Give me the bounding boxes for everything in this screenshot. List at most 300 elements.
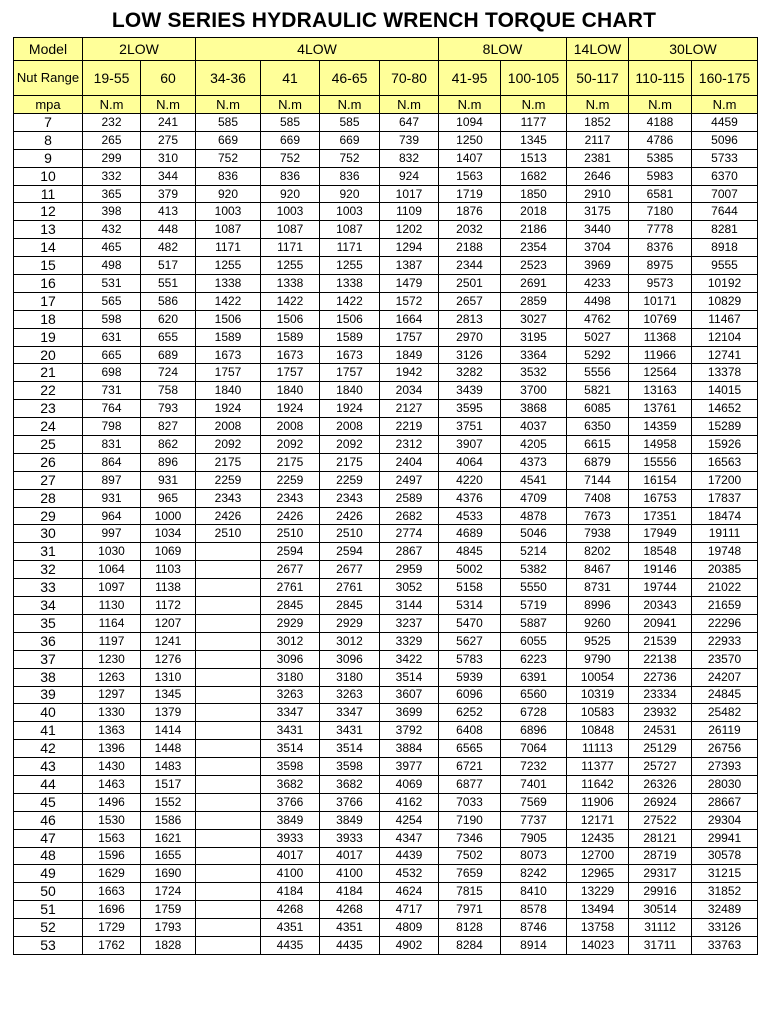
unit-cell: N.m bbox=[629, 96, 692, 114]
torque-cell: 1840 bbox=[196, 382, 261, 400]
table-row bbox=[14, 149, 758, 167]
torque-cell: 4017 bbox=[320, 847, 380, 865]
torque-cell: 1379 bbox=[141, 704, 196, 722]
pressure-cell: 53 bbox=[14, 936, 83, 954]
torque-cell: 1069 bbox=[141, 543, 196, 561]
torque-cell: 8073 bbox=[501, 847, 567, 865]
table-body bbox=[14, 114, 758, 955]
torque-cell: 2510 bbox=[261, 525, 320, 543]
torque-cell: 3329 bbox=[380, 632, 439, 650]
torque-cell: 12741 bbox=[692, 346, 758, 364]
torque-cell: 3849 bbox=[261, 811, 320, 829]
torque-cell: 920 bbox=[196, 185, 261, 203]
torque-cell: 17351 bbox=[629, 507, 692, 525]
torque-cell: 17837 bbox=[692, 489, 758, 507]
torque-cell: 18474 bbox=[692, 507, 758, 525]
torque-cell: 14023 bbox=[567, 936, 629, 954]
torque-cell: 413 bbox=[141, 203, 196, 221]
table-row bbox=[14, 310, 758, 328]
torque-cell: 15289 bbox=[692, 418, 758, 436]
table-row bbox=[14, 847, 758, 865]
torque-cell: 6581 bbox=[629, 185, 692, 203]
torque-cell: 4689 bbox=[439, 525, 501, 543]
torque-cell: 964 bbox=[83, 507, 141, 525]
torque-cell: 2343 bbox=[261, 489, 320, 507]
nut-range-cell: 70-80 bbox=[380, 61, 439, 96]
torque-cell: 924 bbox=[380, 167, 439, 185]
torque-cell: 3096 bbox=[261, 650, 320, 668]
torque-cell: 1164 bbox=[83, 614, 141, 632]
torque-cell: 13761 bbox=[629, 400, 692, 418]
torque-cell: 758 bbox=[141, 382, 196, 400]
torque-cell: 1310 bbox=[141, 668, 196, 686]
torque-cell: 398 bbox=[83, 203, 141, 221]
unit-cell: N.m bbox=[567, 96, 629, 114]
pressure-cell: 12 bbox=[14, 203, 83, 221]
torque-cell: 1572 bbox=[380, 292, 439, 310]
torque-cell: 21659 bbox=[692, 597, 758, 615]
pressure-cell: 28 bbox=[14, 489, 83, 507]
model-row bbox=[14, 38, 758, 61]
torque-cell: 5382 bbox=[501, 561, 567, 579]
torque-cell: 22736 bbox=[629, 668, 692, 686]
torque-cell: 2589 bbox=[380, 489, 439, 507]
torque-cell: 586 bbox=[141, 292, 196, 310]
torque-cell: 19744 bbox=[629, 579, 692, 597]
torque-cell: 7971 bbox=[439, 901, 501, 919]
torque-cell: 379 bbox=[141, 185, 196, 203]
torque-cell bbox=[196, 847, 261, 865]
torque-cell: 2426 bbox=[261, 507, 320, 525]
pressure-cell: 23 bbox=[14, 400, 83, 418]
torque-cell: 2523 bbox=[501, 257, 567, 275]
torque-cell: 4037 bbox=[501, 418, 567, 436]
torque-cell: 764 bbox=[83, 400, 141, 418]
torque-cell: 310 bbox=[141, 149, 196, 167]
torque-cell: 3514 bbox=[380, 668, 439, 686]
torque-cell: 3096 bbox=[320, 650, 380, 668]
torque-cell: 2677 bbox=[261, 561, 320, 579]
model-header-8low: 8LOW bbox=[439, 38, 567, 61]
torque-cell: 498 bbox=[83, 257, 141, 275]
torque-cell: 4184 bbox=[320, 883, 380, 901]
torque-cell: 11467 bbox=[692, 310, 758, 328]
torque-cell: 798 bbox=[83, 418, 141, 436]
torque-cell: 2761 bbox=[261, 579, 320, 597]
torque-cell: 17949 bbox=[629, 525, 692, 543]
torque-cell: 2970 bbox=[439, 328, 501, 346]
torque-cell: 2657 bbox=[439, 292, 501, 310]
pressure-cell: 27 bbox=[14, 471, 83, 489]
torque-cell: 1202 bbox=[380, 221, 439, 239]
torque-table bbox=[13, 37, 758, 955]
torque-cell: 2175 bbox=[261, 453, 320, 471]
torque-cell: 1663 bbox=[83, 883, 141, 901]
torque-cell: 631 bbox=[83, 328, 141, 346]
torque-cell: 1552 bbox=[141, 793, 196, 811]
torque-cell: 3422 bbox=[380, 650, 439, 668]
pressure-cell: 20 bbox=[14, 346, 83, 364]
torque-cell: 27522 bbox=[629, 811, 692, 829]
torque-cell: 831 bbox=[83, 436, 141, 454]
nut-range-row bbox=[14, 61, 758, 96]
torque-cell: 20385 bbox=[692, 561, 758, 579]
torque-cell: 1422 bbox=[320, 292, 380, 310]
torque-cell: 16563 bbox=[692, 453, 758, 471]
torque-cell: 836 bbox=[196, 167, 261, 185]
torque-cell: 3175 bbox=[567, 203, 629, 221]
torque-cell: 1596 bbox=[83, 847, 141, 865]
pressure-cell: 19 bbox=[14, 328, 83, 346]
torque-cell: 6879 bbox=[567, 453, 629, 471]
table-row bbox=[14, 167, 758, 185]
model-label: Model bbox=[14, 38, 83, 61]
torque-cell: 931 bbox=[83, 489, 141, 507]
table-row bbox=[14, 221, 758, 239]
torque-cell: 1876 bbox=[439, 203, 501, 221]
torque-cell: 655 bbox=[141, 328, 196, 346]
torque-cell: 21022 bbox=[692, 579, 758, 597]
table-row bbox=[14, 740, 758, 758]
torque-cell: 26326 bbox=[629, 775, 692, 793]
torque-cell: 1171 bbox=[261, 239, 320, 257]
torque-cell: 2845 bbox=[320, 597, 380, 615]
torque-cell: 3180 bbox=[261, 668, 320, 686]
torque-cell: 862 bbox=[141, 436, 196, 454]
torque-cell: 3682 bbox=[320, 775, 380, 793]
pressure-cell: 44 bbox=[14, 775, 83, 793]
torque-cell: 7346 bbox=[439, 829, 501, 847]
torque-cell: 4498 bbox=[567, 292, 629, 310]
torque-cell: 1655 bbox=[141, 847, 196, 865]
unit-cell: N.m bbox=[380, 96, 439, 114]
table-row bbox=[14, 114, 758, 132]
torque-cell: 4845 bbox=[439, 543, 501, 561]
torque-cell: 2175 bbox=[320, 453, 380, 471]
torque-cell: 3977 bbox=[380, 758, 439, 776]
table-row bbox=[14, 579, 758, 597]
torque-cell: 19748 bbox=[692, 543, 758, 561]
torque-cell: 25482 bbox=[692, 704, 758, 722]
pressure-cell: 9 bbox=[14, 149, 83, 167]
table-row bbox=[14, 775, 758, 793]
table-row bbox=[14, 131, 758, 149]
torque-cell: 13229 bbox=[567, 883, 629, 901]
pressure-cell: 32 bbox=[14, 561, 83, 579]
torque-cell: 1138 bbox=[141, 579, 196, 597]
torque-cell: 5292 bbox=[567, 346, 629, 364]
torque-cell: 29916 bbox=[629, 883, 692, 901]
torque-cell: 4902 bbox=[380, 936, 439, 954]
table-header bbox=[14, 38, 758, 114]
torque-cell: 4351 bbox=[320, 919, 380, 937]
torque-cell: 2510 bbox=[196, 525, 261, 543]
torque-cell: 23334 bbox=[629, 686, 692, 704]
torque-cell: 2929 bbox=[320, 614, 380, 632]
torque-cell: 11642 bbox=[567, 775, 629, 793]
torque-cell: 3766 bbox=[320, 793, 380, 811]
table-row bbox=[14, 722, 758, 740]
torque-cell: 2501 bbox=[439, 275, 501, 293]
torque-cell: 1840 bbox=[261, 382, 320, 400]
torque-cell: 4541 bbox=[501, 471, 567, 489]
torque-cell: 6085 bbox=[567, 400, 629, 418]
unit-cell: N.m bbox=[261, 96, 320, 114]
torque-cell: 1097 bbox=[83, 579, 141, 597]
torque-cell: 5214 bbox=[501, 543, 567, 561]
model-header-14low: 14LOW bbox=[567, 38, 629, 61]
torque-cell: 5887 bbox=[501, 614, 567, 632]
torque-cell: 13758 bbox=[567, 919, 629, 937]
torque-cell: 2426 bbox=[196, 507, 261, 525]
torque-cell: 3595 bbox=[439, 400, 501, 418]
pressure-cell: 39 bbox=[14, 686, 83, 704]
pressure-cell: 46 bbox=[14, 811, 83, 829]
torque-cell: 13378 bbox=[692, 364, 758, 382]
nut-range-cell: 110-115 bbox=[629, 61, 692, 96]
torque-cell: 1294 bbox=[380, 239, 439, 257]
torque-cell: 1757 bbox=[380, 328, 439, 346]
torque-cell: 1719 bbox=[439, 185, 501, 203]
torque-cell: 9525 bbox=[567, 632, 629, 650]
torque-cell: 4373 bbox=[501, 453, 567, 471]
torque-cell: 6096 bbox=[439, 686, 501, 704]
pressure-cell: 34 bbox=[14, 597, 83, 615]
torque-cell: 14359 bbox=[629, 418, 692, 436]
torque-cell: 1483 bbox=[141, 758, 196, 776]
torque-cell: 517 bbox=[141, 257, 196, 275]
pressure-cell: 43 bbox=[14, 758, 83, 776]
pressure-cell: 49 bbox=[14, 865, 83, 883]
torque-cell: 1177 bbox=[501, 114, 567, 132]
torque-cell: 1087 bbox=[320, 221, 380, 239]
unit-cell: N.m bbox=[692, 96, 758, 114]
torque-cell: 3766 bbox=[261, 793, 320, 811]
torque-cell: 2381 bbox=[567, 149, 629, 167]
torque-cell: 7659 bbox=[439, 865, 501, 883]
table-row bbox=[14, 632, 758, 650]
torque-cell: 1000 bbox=[141, 507, 196, 525]
torque-cell: 4717 bbox=[380, 901, 439, 919]
torque-cell: 752 bbox=[261, 149, 320, 167]
torque-cell: 4069 bbox=[380, 775, 439, 793]
nut-range-cell: 19-55 bbox=[83, 61, 141, 96]
torque-cell: 12104 bbox=[692, 328, 758, 346]
torque-cell: 752 bbox=[196, 149, 261, 167]
torque-cell: 12171 bbox=[567, 811, 629, 829]
torque-cell: 1430 bbox=[83, 758, 141, 776]
torque-cell: 4762 bbox=[567, 310, 629, 328]
torque-cell: 6615 bbox=[567, 436, 629, 454]
torque-cell: 4809 bbox=[380, 919, 439, 937]
torque-cell: 1506 bbox=[196, 310, 261, 328]
pressure-cell: 26 bbox=[14, 453, 83, 471]
torque-cell: 1255 bbox=[261, 257, 320, 275]
torque-cell: 2682 bbox=[380, 507, 439, 525]
pressure-cell: 47 bbox=[14, 829, 83, 847]
torque-cell: 1338 bbox=[320, 275, 380, 293]
torque-cell: 1924 bbox=[320, 400, 380, 418]
torque-cell bbox=[196, 597, 261, 615]
torque-cell: 4220 bbox=[439, 471, 501, 489]
torque-cell: 669 bbox=[261, 131, 320, 149]
torque-cell: 4162 bbox=[380, 793, 439, 811]
torque-cell bbox=[196, 901, 261, 919]
torque-cell: 3598 bbox=[261, 758, 320, 776]
table-row bbox=[14, 829, 758, 847]
torque-cell bbox=[196, 936, 261, 954]
torque-cell: 5983 bbox=[629, 167, 692, 185]
torque-cell: 3195 bbox=[501, 328, 567, 346]
torque-cell: 7064 bbox=[501, 740, 567, 758]
torque-cell: 5385 bbox=[629, 149, 692, 167]
table-row bbox=[14, 919, 758, 937]
torque-cell: 1530 bbox=[83, 811, 141, 829]
torque-cell: 3012 bbox=[261, 632, 320, 650]
torque-cell: 12700 bbox=[567, 847, 629, 865]
torque-cell: 29941 bbox=[692, 829, 758, 847]
pressure-cell: 48 bbox=[14, 847, 83, 865]
unit-cell: N.m bbox=[501, 96, 567, 114]
torque-cell: 7644 bbox=[692, 203, 758, 221]
torque-cell: 7905 bbox=[501, 829, 567, 847]
torque-cell: 2929 bbox=[261, 614, 320, 632]
torque-cell: 2910 bbox=[567, 185, 629, 203]
torque-cell: 836 bbox=[261, 167, 320, 185]
torque-cell: 1448 bbox=[141, 740, 196, 758]
torque-cell: 1003 bbox=[320, 203, 380, 221]
torque-cell: 7408 bbox=[567, 489, 629, 507]
nut-range-cell: 41-95 bbox=[439, 61, 501, 96]
torque-cell: 1387 bbox=[380, 257, 439, 275]
torque-cell: 669 bbox=[196, 131, 261, 149]
torque-cell: 3514 bbox=[320, 740, 380, 758]
torque-cell bbox=[196, 758, 261, 776]
torque-cell: 7232 bbox=[501, 758, 567, 776]
table-row bbox=[14, 543, 758, 561]
table-row bbox=[14, 436, 758, 454]
torque-cell: 2344 bbox=[439, 257, 501, 275]
torque-cell: 4459 bbox=[692, 114, 758, 132]
torque-cell: 2677 bbox=[320, 561, 380, 579]
torque-cell: 7737 bbox=[501, 811, 567, 829]
torque-cell: 2092 bbox=[320, 436, 380, 454]
torque-cell: 3263 bbox=[320, 686, 380, 704]
torque-cell: 275 bbox=[141, 131, 196, 149]
torque-cell: 344 bbox=[141, 167, 196, 185]
pressure-cell: 11 bbox=[14, 185, 83, 203]
torque-cell: 232 bbox=[83, 114, 141, 132]
torque-cell: 2761 bbox=[320, 579, 380, 597]
torque-cell: 4878 bbox=[501, 507, 567, 525]
torque-cell: 11368 bbox=[629, 328, 692, 346]
pressure-cell: 7 bbox=[14, 114, 83, 132]
unit-cell: N.m bbox=[141, 96, 196, 114]
torque-cell: 4533 bbox=[439, 507, 501, 525]
torque-cell bbox=[196, 829, 261, 847]
torque-cell: 698 bbox=[83, 364, 141, 382]
torque-cell bbox=[196, 668, 261, 686]
torque-cell: 3907 bbox=[439, 436, 501, 454]
torque-cell: 2845 bbox=[261, 597, 320, 615]
torque-cell: 14652 bbox=[692, 400, 758, 418]
torque-cell: 7778 bbox=[629, 221, 692, 239]
torque-cell: 793 bbox=[141, 400, 196, 418]
nut-range-cell: 60 bbox=[141, 61, 196, 96]
torque-cell: 1629 bbox=[83, 865, 141, 883]
table-row bbox=[14, 793, 758, 811]
pressure-cell: 35 bbox=[14, 614, 83, 632]
torque-cell: 3532 bbox=[501, 364, 567, 382]
torque-cell: 3933 bbox=[261, 829, 320, 847]
torque-cell: 6408 bbox=[439, 722, 501, 740]
torque-cell: 2259 bbox=[320, 471, 380, 489]
torque-cell: 4233 bbox=[567, 275, 629, 293]
table-row bbox=[14, 686, 758, 704]
torque-cell: 5939 bbox=[439, 668, 501, 686]
torque-cell: 1589 bbox=[196, 328, 261, 346]
table-row bbox=[14, 758, 758, 776]
pressure-cell: 13 bbox=[14, 221, 83, 239]
torque-cell: 920 bbox=[261, 185, 320, 203]
torque-cell: 1087 bbox=[261, 221, 320, 239]
torque-cell: 620 bbox=[141, 310, 196, 328]
torque-cell: 8746 bbox=[501, 919, 567, 937]
torque-cell: 7502 bbox=[439, 847, 501, 865]
torque-cell: 1171 bbox=[320, 239, 380, 257]
torque-cell: 3237 bbox=[380, 614, 439, 632]
torque-cell: 5027 bbox=[567, 328, 629, 346]
torque-cell: 6721 bbox=[439, 758, 501, 776]
nut-range-label: Nut Range bbox=[14, 61, 83, 96]
torque-cell: 897 bbox=[83, 471, 141, 489]
torque-cell: 7401 bbox=[501, 775, 567, 793]
table-row bbox=[14, 185, 758, 203]
torque-cell: 1762 bbox=[83, 936, 141, 954]
torque-cell: 16154 bbox=[629, 471, 692, 489]
torque-cell: 2774 bbox=[380, 525, 439, 543]
pressure-cell: 14 bbox=[14, 239, 83, 257]
torque-cell: 3704 bbox=[567, 239, 629, 257]
torque-cell: 3027 bbox=[501, 310, 567, 328]
torque-cell: 2008 bbox=[320, 418, 380, 436]
torque-cell: 1757 bbox=[196, 364, 261, 382]
torque-cell: 14015 bbox=[692, 382, 758, 400]
torque-cell: 3751 bbox=[439, 418, 501, 436]
pressure-cell: 22 bbox=[14, 382, 83, 400]
torque-cell: 6877 bbox=[439, 775, 501, 793]
torque-cell: 7938 bbox=[567, 525, 629, 543]
pressure-cell: 36 bbox=[14, 632, 83, 650]
torque-cell: 4188 bbox=[629, 114, 692, 132]
torque-cell: 29317 bbox=[629, 865, 692, 883]
torque-cell: 1724 bbox=[141, 883, 196, 901]
torque-cell: 3933 bbox=[320, 829, 380, 847]
torque-cell: 3699 bbox=[380, 704, 439, 722]
table-row bbox=[14, 346, 758, 364]
torque-cell: 26924 bbox=[629, 793, 692, 811]
torque-cell: 1396 bbox=[83, 740, 141, 758]
torque-cell: 1363 bbox=[83, 722, 141, 740]
torque-cell: 1407 bbox=[439, 149, 501, 167]
torque-cell: 6565 bbox=[439, 740, 501, 758]
torque-cell: 365 bbox=[83, 185, 141, 203]
torque-cell: 1414 bbox=[141, 722, 196, 740]
torque-cell: 1563 bbox=[439, 167, 501, 185]
torque-cell: 432 bbox=[83, 221, 141, 239]
torque-cell: 2034 bbox=[380, 382, 439, 400]
table-row bbox=[14, 901, 758, 919]
